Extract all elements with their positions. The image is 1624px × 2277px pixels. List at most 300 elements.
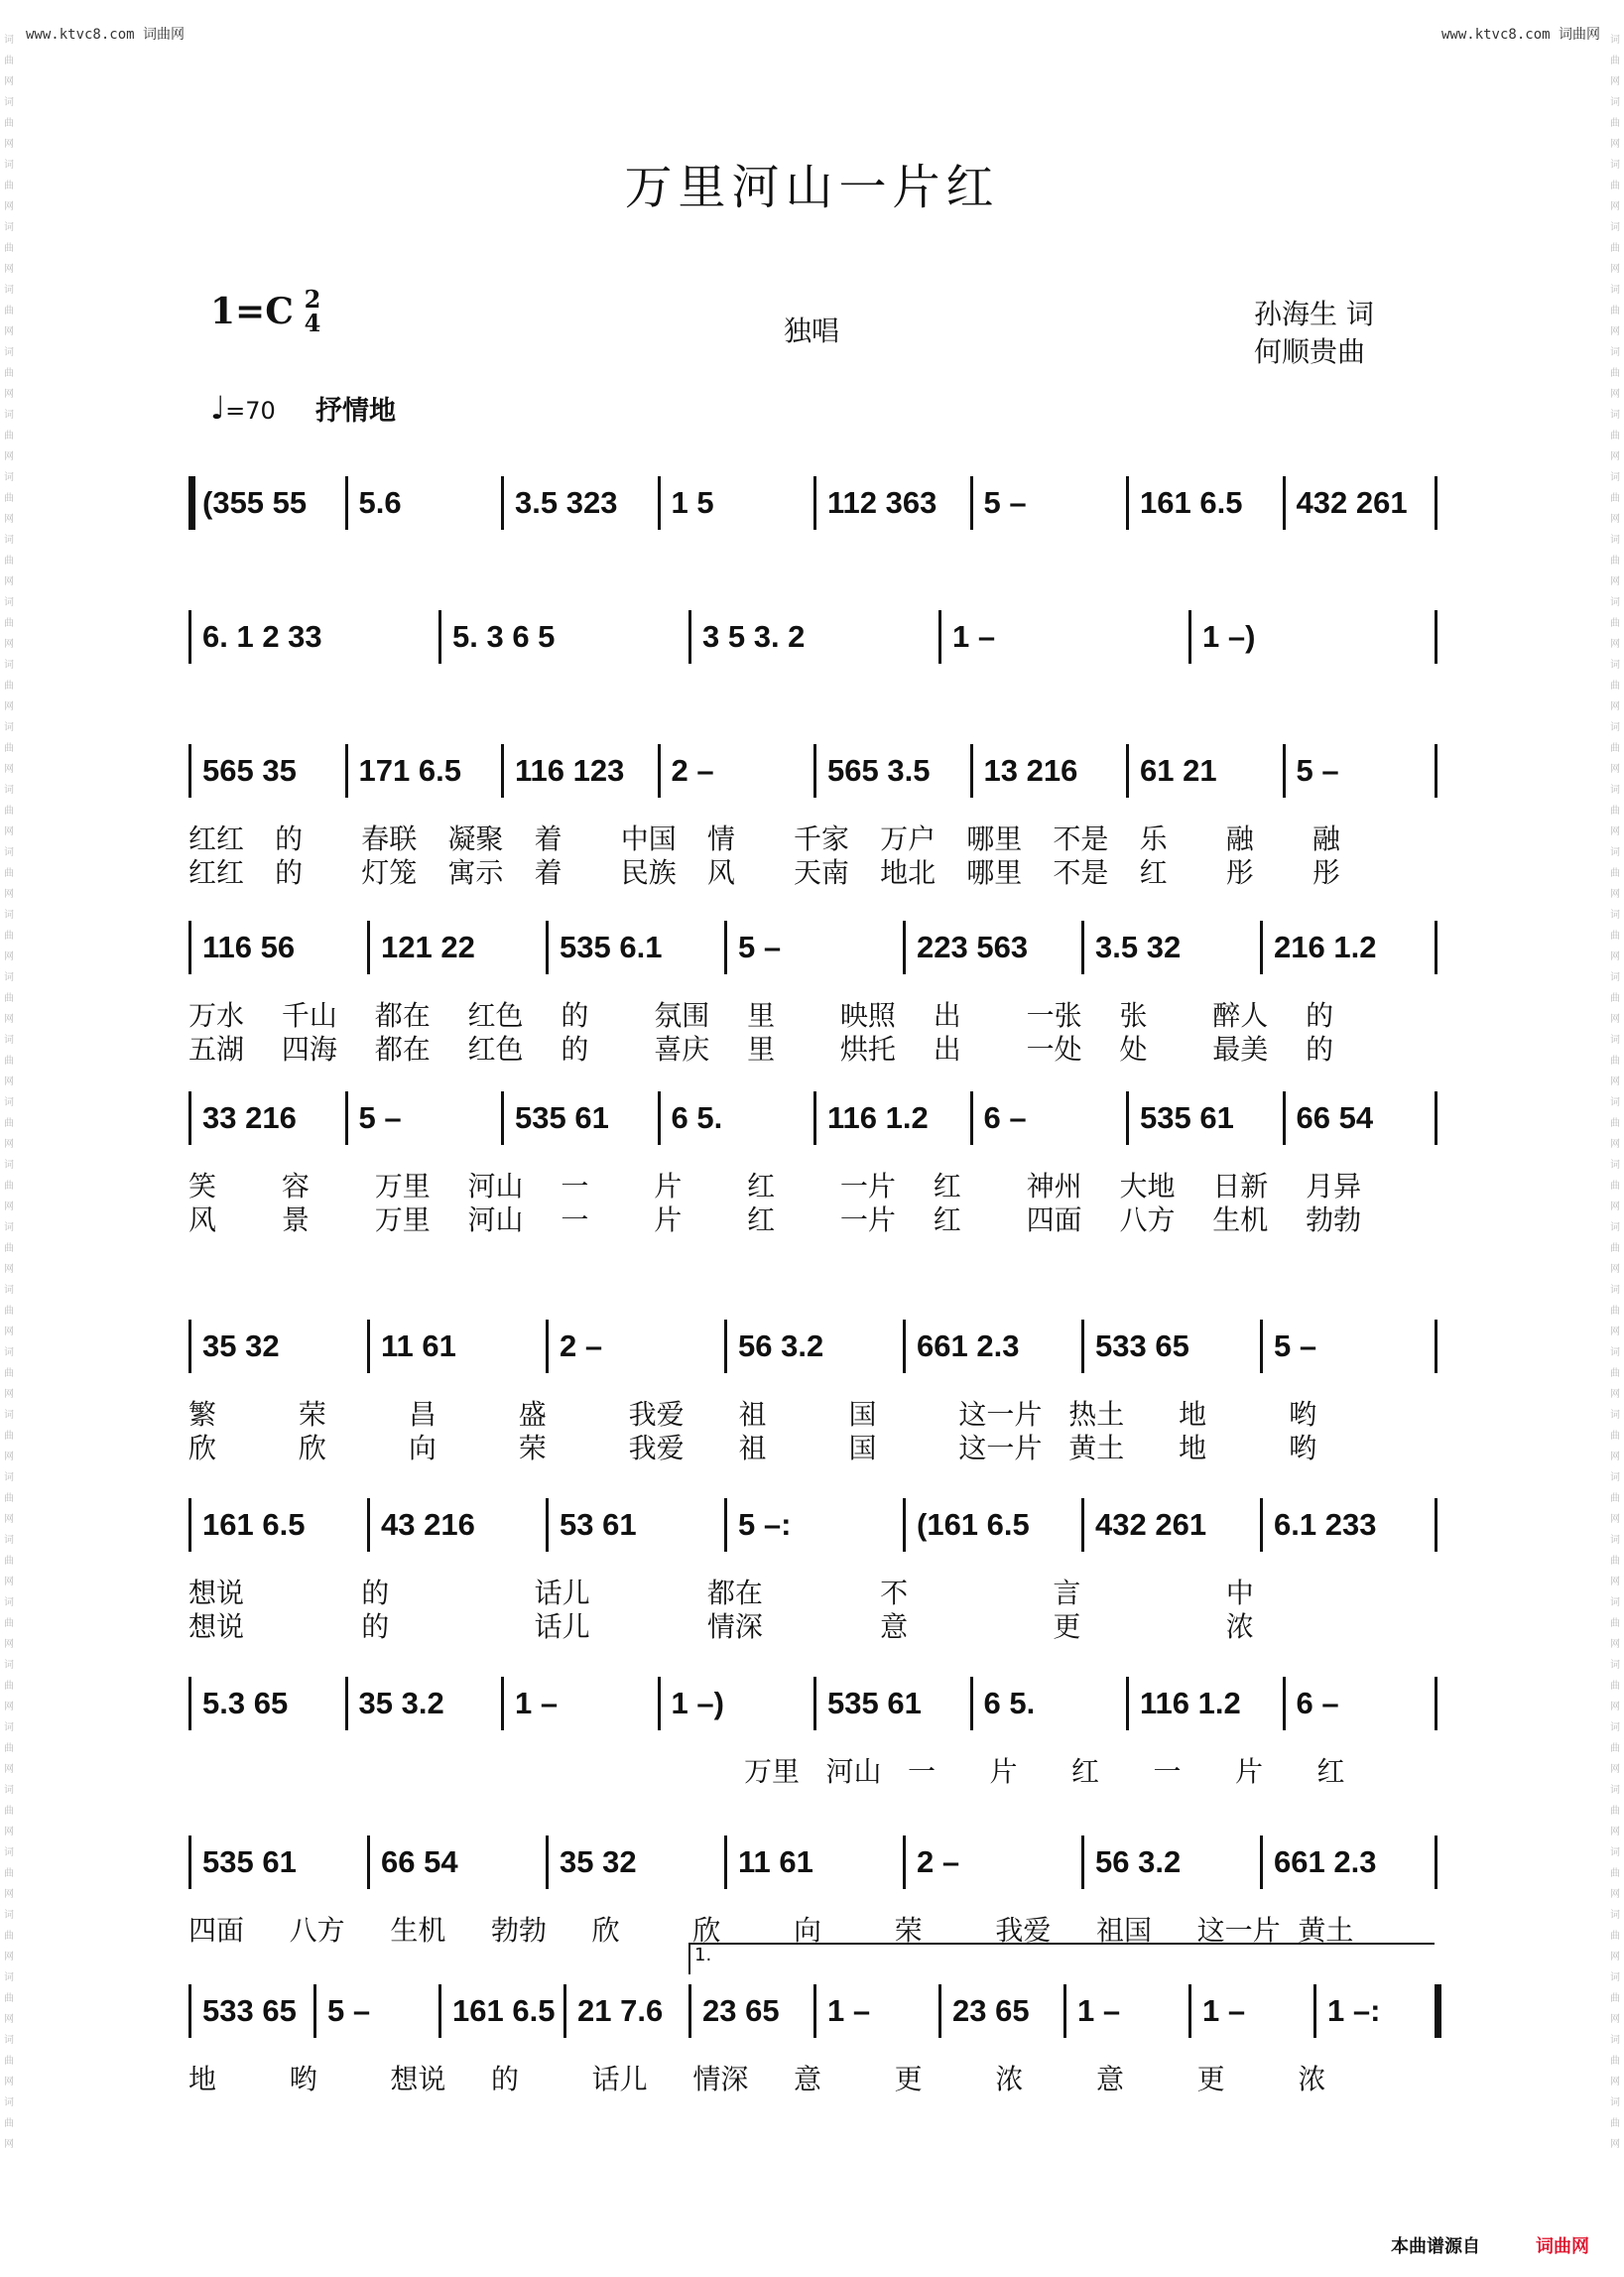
notation-line (188, 1320, 1438, 1389)
measure-notes: 161 6.5 (452, 1993, 556, 2028)
measure-notes: 1 – (515, 1686, 559, 1720)
barline (1283, 476, 1286, 530)
measure-notes: 432 261 (1095, 1507, 1207, 1542)
measure-notes: 1 – (1077, 1993, 1121, 2028)
barline (724, 1320, 727, 1373)
time-signature (298, 285, 327, 337)
measure-notes: 2 – (560, 1328, 603, 1363)
measure-notes: 3 5 3. 2 (702, 619, 806, 654)
lyric-word: 千山 (281, 999, 337, 1032)
lyric-word: 向 (794, 1914, 822, 1947)
measure-notes: 432 261 (1296, 485, 1408, 520)
lyric-word: 更 (894, 2063, 923, 2095)
barline (1260, 921, 1263, 974)
lyric-word: 红 (933, 1203, 961, 1236)
credits (1254, 296, 1374, 371)
lyric-word: 的 (491, 2063, 520, 2095)
lyric-word: 河山 (467, 1203, 524, 1236)
lyric-word: 春联 (361, 822, 418, 855)
measure-notes: 66 54 (1296, 1100, 1374, 1135)
lyric-word: 哪里 (966, 856, 1023, 889)
measure-notes: 5 – (1296, 753, 1339, 788)
lyric-word: 灯笼 (361, 856, 418, 889)
lyric-word: 中国 (620, 822, 677, 855)
barline (1260, 1835, 1263, 1889)
lyric-word: 勃勃 (1306, 1203, 1362, 1236)
lyric-word: 万里 (744, 1755, 801, 1788)
barline (188, 1320, 191, 1373)
barline (1126, 744, 1129, 798)
tempo-value: =70 (225, 397, 276, 425)
barline (188, 476, 195, 530)
lyric-word: 祖 (738, 1432, 767, 1464)
lyric-word: 想说 (188, 1577, 245, 1609)
measure-notes: 171 6.5 (358, 753, 461, 788)
barline (1081, 1835, 1084, 1889)
measure-notes: 11 61 (381, 1328, 456, 1363)
measure-notes: 5 – (1274, 1328, 1317, 1363)
measure-notes: 121 22 (381, 930, 475, 964)
measure-notes: 565 35 (202, 753, 297, 788)
lyric-word: 片 (1235, 1755, 1264, 1788)
measure-notes: 1 –) (1202, 619, 1256, 654)
measure-notes: 6 5. (983, 1686, 1036, 1720)
lyric-word: 祖国 (1096, 1914, 1153, 1947)
notation-line (188, 921, 1438, 990)
measure-notes: 6 5. (671, 1100, 723, 1135)
lyric-word: 红色 (467, 999, 524, 1032)
measure-notes: 56 3.2 (738, 1328, 824, 1363)
measure-notes: 1 – (1202, 1993, 1246, 2028)
barline (1435, 744, 1437, 798)
song-title: 万里河山一片红 (624, 160, 1000, 215)
header-right-url: www.ktvc8.com 词曲网 (1440, 27, 1600, 43)
lyric-word: 一 (908, 1755, 937, 1788)
lyric-word: 国 (848, 1432, 877, 1464)
measure-notes: 223 563 (917, 930, 1029, 964)
lyrics-verse-2 (188, 1199, 1438, 1234)
lyric-word: 融 (1312, 822, 1340, 855)
lyric-word: 红 (1071, 1755, 1100, 1788)
lyric-word: 映照 (839, 999, 896, 1032)
barline (188, 610, 191, 664)
lyricist: 孙海生 词 (1254, 298, 1374, 330)
notation-line (188, 1835, 1438, 1905)
lyric-word: 话儿 (534, 1577, 590, 1609)
lyric-word: 哪里 (966, 822, 1023, 855)
lyric-word: 哟 (1289, 1432, 1317, 1464)
lyric-word: 地北 (880, 856, 937, 889)
notation-line (188, 744, 1438, 814)
lyric-word: 寓示 (447, 856, 504, 889)
barline (1188, 610, 1191, 664)
lyrics-verse-2 (188, 1605, 1438, 1641)
measure-notes: 35 32 (560, 1844, 637, 1879)
measure-notes: (161 6.5 (917, 1507, 1030, 1542)
measure-notes: 61 21 (1140, 753, 1217, 788)
lyric-word: 出 (933, 999, 961, 1032)
barline (1063, 1984, 1066, 2038)
lyric-word: 河山 (825, 1755, 882, 1788)
barline (1435, 1091, 1437, 1145)
notation-line (188, 610, 1438, 680)
lyric-word: 不是 (1053, 856, 1109, 889)
barline (813, 1984, 816, 2038)
measure-notes: 535 61 (1140, 1100, 1234, 1135)
measure-notes: 161 6.5 (202, 1507, 306, 1542)
lyric-word: 热土 (1068, 1398, 1125, 1431)
barline (1435, 610, 1437, 664)
lyric-word: 荣 (298, 1398, 326, 1431)
lyric-word: 地 (1179, 1398, 1207, 1431)
lyric-word: 欣 (692, 1914, 721, 1947)
barline (1081, 1498, 1084, 1552)
lyrics-verse-1 (188, 1909, 1438, 1945)
lyric-word: 黄土 (1298, 1914, 1354, 1947)
lyric-word: 情深 (706, 1610, 763, 1643)
barline (1435, 476, 1437, 530)
lyric-word: 着 (534, 856, 562, 889)
measure-notes: 216 1.2 (1274, 930, 1377, 964)
lyric-word: 四面 (188, 1914, 245, 1947)
notation-line (188, 1984, 1438, 2054)
barline (313, 1984, 316, 2038)
lyrics-verse-1 (188, 1165, 1438, 1201)
lyric-word: 红 (747, 1203, 776, 1236)
measure-notes: 66 54 (381, 1844, 458, 1879)
measure-notes: 535 61 (827, 1686, 922, 1720)
barline (688, 610, 691, 664)
barline (1283, 1091, 1286, 1145)
measure-notes: 5 –: (738, 1507, 792, 1542)
barline (1188, 1984, 1191, 2038)
barline (813, 744, 816, 798)
barline (501, 744, 504, 798)
lyric-word: 凝聚 (447, 822, 504, 855)
lyric-word: 天南 (794, 856, 850, 889)
measure-notes: 3.5 32 (1095, 930, 1182, 964)
measure-notes: 533 65 (202, 1993, 297, 2028)
barline (1260, 1320, 1263, 1373)
barline (1126, 1677, 1129, 1730)
lyric-word: 四面 (1026, 1203, 1082, 1236)
lyric-word: 更 (1053, 1610, 1081, 1643)
measure-notes: 23 65 (702, 1993, 780, 2028)
measure-notes: 2 – (917, 1844, 960, 1879)
lyric-word: 万户 (880, 822, 937, 855)
lyric-word: 红红 (188, 856, 245, 889)
lyric-word: 意 (880, 1610, 909, 1643)
barline (563, 1984, 566, 2038)
lyric-word: 张 (1119, 999, 1148, 1032)
volta-bracket: 1. (688, 1943, 1435, 1974)
lyric-word: 哟 (289, 2063, 317, 2095)
barline (188, 1498, 191, 1552)
lyrics-verse-1 (188, 1393, 1438, 1429)
lyric-word: 话儿 (534, 1610, 590, 1643)
lyric-word: 不是 (1053, 822, 1109, 855)
lyric-word: 乐 (1139, 822, 1168, 855)
lyrics-verse-1 (188, 2058, 1438, 2093)
barline (1126, 1091, 1129, 1145)
measure-notes: 1 – (952, 619, 996, 654)
barline (970, 744, 973, 798)
measure-notes: 116 1.2 (1140, 1686, 1241, 1720)
barline (188, 1091, 191, 1145)
header-left-url: www.ktvc8.com 词曲网 (26, 27, 186, 43)
barline (1283, 744, 1286, 798)
lyric-word: 想说 (390, 2063, 446, 2095)
barline (501, 1091, 504, 1145)
barline (501, 1677, 504, 1730)
barline (1126, 476, 1129, 530)
barline (903, 921, 906, 974)
lyric-word: 意 (794, 2063, 822, 2095)
key-signature: 1=C (210, 291, 294, 332)
measure-notes: 6. 1 2 33 (202, 619, 322, 654)
barline (1435, 1320, 1437, 1373)
measure-notes: 116 56 (202, 930, 296, 964)
barline (1435, 1984, 1441, 2038)
lyric-word: 勃勃 (491, 1914, 548, 1947)
lyrics-verse-1 (188, 994, 1438, 1030)
barline (546, 1320, 549, 1373)
lyric-word: 更 (1196, 2063, 1225, 2095)
lyric-word: 荣 (518, 1432, 547, 1464)
barline (438, 610, 441, 664)
performance-mode: 独唱 (784, 315, 840, 347)
lyric-word: 都在 (374, 999, 431, 1032)
lyric-word: 一处 (1026, 1033, 1082, 1066)
lyric-word: 氛围 (654, 999, 710, 1032)
lyrics-verse-2 (188, 851, 1438, 887)
lyric-word: 红红 (188, 822, 245, 855)
lyric-word: 这一片 (958, 1398, 1043, 1431)
lyric-word: 向 (408, 1432, 437, 1464)
measure-notes: 2 – (671, 753, 714, 788)
measure-notes: 5.6 (358, 485, 402, 520)
barline (345, 1091, 348, 1145)
lyric-word: 河山 (467, 1170, 524, 1202)
measure-notes: 53 61 (560, 1507, 637, 1542)
lyric-word: 风 (706, 856, 735, 889)
lyrics-verse-1 (188, 818, 1438, 853)
lyric-word: 融 (1225, 822, 1254, 855)
lyric-word: 处 (1119, 1033, 1148, 1066)
lyric-word: 生机 (1212, 1203, 1269, 1236)
lyric-word: 言 (1053, 1577, 1081, 1609)
barline (1435, 1835, 1437, 1889)
lyric-word: 五湖 (188, 1033, 245, 1066)
measure-notes: 535 61 (202, 1844, 297, 1879)
measure-notes: 116 1.2 (827, 1100, 929, 1135)
barline (813, 1677, 816, 1730)
lyric-word: 的 (361, 1610, 390, 1643)
lyric-word: 彤 (1225, 856, 1254, 889)
barline (188, 1984, 191, 2038)
barline (813, 476, 816, 530)
lyric-word: 昌 (408, 1398, 437, 1431)
measure-notes: 5 – (738, 930, 782, 964)
barline (724, 921, 727, 974)
barline (188, 1835, 191, 1889)
barline (345, 476, 348, 530)
lyric-word: 我爱 (995, 1914, 1052, 1947)
barline (1283, 1677, 1286, 1730)
lyric-word: 的 (1306, 1033, 1334, 1066)
lyric-word: 哟 (1289, 1398, 1317, 1431)
lyric-word: 话儿 (591, 2063, 648, 2095)
lyric-word: 出 (933, 1033, 961, 1066)
lyric-word: 彤 (1312, 856, 1340, 889)
lyric-word: 片 (989, 1755, 1018, 1788)
lyrics-verse-2 (188, 1028, 1438, 1064)
measure-notes: 11 61 (738, 1844, 813, 1879)
measure-notes: 6.1 233 (1274, 1507, 1377, 1542)
lyric-word: 着 (534, 822, 562, 855)
measure-notes: 3.5 323 (515, 485, 618, 520)
barline (938, 1984, 941, 2038)
measure-notes: 5 – (358, 1100, 402, 1135)
notation-line (188, 1677, 1438, 1746)
time-signature-bottom: 4 (304, 309, 321, 337)
lyric-word: 的 (275, 822, 304, 855)
lyric-word: 中 (1225, 1577, 1254, 1609)
lyric-word: 欣 (188, 1432, 217, 1464)
lyric-word: 浓 (995, 2063, 1024, 2095)
barline (813, 1091, 816, 1145)
measure-notes: 5. 3 6 5 (452, 619, 556, 654)
lyric-word: 红 (1139, 856, 1168, 889)
lyric-word: 意 (1096, 2063, 1125, 2095)
lyric-word: 一 (561, 1203, 589, 1236)
lyric-word: 生机 (390, 1914, 446, 1947)
lyric-word: 笑 (188, 1170, 217, 1202)
measure-notes: (355 55 (202, 485, 308, 520)
lyric-word: 不 (880, 1577, 909, 1609)
lyric-word: 的 (275, 856, 304, 889)
barline (970, 1091, 973, 1145)
measure-notes: 6 – (1296, 1686, 1339, 1720)
left-watermark-strip: 词曲网词曲网词曲网词曲网词曲网词曲网词曲网词曲网词曲网词曲网词曲网词曲网词曲网词曲网词曲网词曲网词曲网词曲网词曲网词曲网词曲网词曲网词曲网词曲网词曲网词曲网词曲网词曲网词曲网词曲网词曲网词曲网词曲网词曲网 (4, 35, 14, 2150)
barline (546, 921, 549, 974)
lyrics-verse-2 (188, 1427, 1438, 1462)
barline (658, 1677, 661, 1730)
measure-notes: 23 65 (952, 1993, 1030, 2028)
barline (546, 1835, 549, 1889)
lyric-word: 都在 (374, 1033, 431, 1066)
lyric-word: 容 (281, 1170, 310, 1202)
lyric-word: 浓 (1298, 2063, 1326, 2095)
notation-line (188, 1498, 1438, 1568)
measure-notes: 35 3.2 (358, 1686, 444, 1720)
lyric-word: 浓 (1225, 1610, 1254, 1643)
lyric-word: 我爱 (628, 1398, 685, 1431)
lyric-word: 我爱 (628, 1432, 685, 1464)
lyric-word: 情深 (692, 2063, 749, 2095)
lyric-word: 一片 (839, 1203, 896, 1236)
lyric-word: 景 (281, 1203, 310, 1236)
measure-notes: 13 216 (983, 753, 1078, 788)
lyric-word: 繁 (188, 1398, 217, 1431)
measure-notes: 6 – (983, 1100, 1027, 1135)
measure-notes: 116 123 (515, 753, 625, 788)
lyric-word: 欣 (298, 1432, 326, 1464)
barline (345, 1677, 348, 1730)
barline (1313, 1984, 1316, 2038)
lyric-word: 里 (747, 999, 776, 1032)
barline (724, 1498, 727, 1552)
lyric-word: 一 (1153, 1755, 1182, 1788)
lyrics-verse-1 (188, 1572, 1438, 1607)
measure-notes: 5 – (327, 1993, 371, 2028)
footer-site: 词曲网 (1536, 2236, 1589, 2257)
right-watermark-strip: 词曲网词曲网词曲网词曲网词曲网词曲网词曲网词曲网词曲网词曲网词曲网词曲网词曲网词曲网词曲网词曲网词曲网词曲网词曲网词曲网词曲网词曲网词曲网词曲网词曲网词曲网词曲网词曲网词曲网词曲网词曲网词曲网词曲网词曲网 (1610, 35, 1620, 2150)
barline (1081, 1320, 1084, 1373)
barline (546, 1498, 549, 1552)
lyric-word: 红 (747, 1170, 776, 1202)
lyric-word: 一片 (839, 1170, 896, 1202)
barline (658, 476, 661, 530)
barline (724, 1835, 727, 1889)
barline (367, 921, 370, 974)
barline (903, 1835, 906, 1889)
notation-line (188, 1091, 1438, 1161)
composer: 何顺贵曲 (1254, 335, 1366, 368)
barline (938, 610, 941, 664)
measure-notes: 661 2.3 (917, 1328, 1020, 1363)
measure-notes: 5 – (983, 485, 1027, 520)
measure-notes: 565 3.5 (827, 753, 931, 788)
lyric-word: 千家 (794, 822, 850, 855)
lyric-word: 想说 (188, 1610, 245, 1643)
lyric-word: 万水 (188, 999, 245, 1032)
lyric-word: 烘托 (839, 1033, 896, 1066)
lyric-word: 这一片 (958, 1432, 1043, 1464)
lyric-word: 国 (848, 1398, 877, 1431)
barline (438, 1984, 441, 2038)
measure-notes: 1 –: (1327, 1993, 1381, 2028)
barline (1081, 921, 1084, 974)
barline (688, 1984, 691, 2038)
lyric-word: 荣 (894, 1914, 923, 1947)
barline (1435, 1498, 1437, 1552)
lyric-word: 都在 (706, 1577, 763, 1609)
barline (903, 1498, 906, 1552)
barline (970, 476, 973, 530)
barline (1260, 1498, 1263, 1552)
quarter-note-icon: ♩ (210, 389, 226, 427)
barline (1435, 921, 1437, 974)
barline (188, 1677, 191, 1730)
measure-notes: 1 –) (671, 1686, 724, 1720)
measure-notes: 5.3 65 (202, 1686, 289, 1720)
barline (970, 1677, 973, 1730)
measure-notes: 533 65 (1095, 1328, 1189, 1363)
barline (903, 1320, 906, 1373)
lyric-word: 神州 (1026, 1170, 1082, 1202)
barline (345, 744, 348, 798)
barline (367, 1320, 370, 1373)
measure-notes: 56 3.2 (1095, 1844, 1182, 1879)
barline (501, 476, 504, 530)
footer-source: 本曲谱源自 (1391, 2236, 1480, 2257)
measure-notes: 1 – (827, 1993, 871, 2028)
barline (367, 1498, 370, 1552)
lyric-word: 风 (188, 1203, 217, 1236)
lyric-word: 喜庆 (654, 1033, 710, 1066)
lyric-word: 祖 (738, 1398, 767, 1431)
